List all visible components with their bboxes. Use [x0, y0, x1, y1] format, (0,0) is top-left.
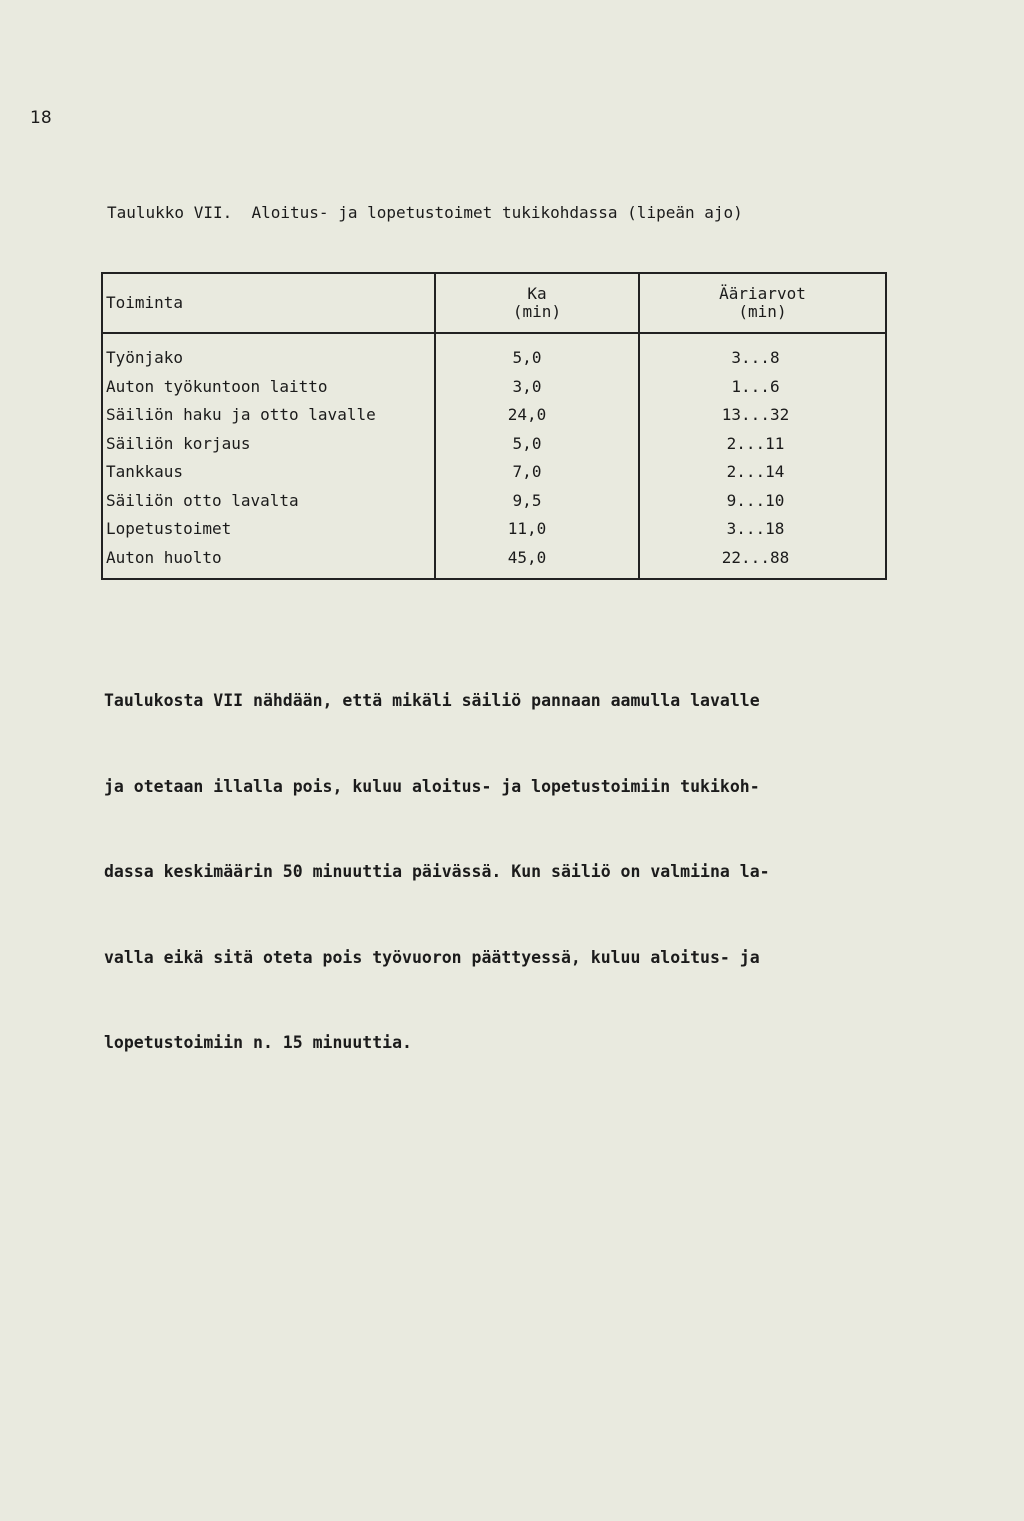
cell-ka: 24,0: [435, 401, 639, 430]
cell-range: 2...11: [639, 430, 886, 459]
table-row: [102, 458, 886, 487]
cell-range: 22...88: [639, 544, 886, 580]
cell-ka: 3,0: [435, 373, 639, 402]
cell-ka: 45,0: [435, 544, 639, 580]
cell-ka: 9,5: [435, 487, 639, 516]
cell-range: 3...18: [639, 515, 886, 544]
page-number: 18: [30, 108, 52, 128]
table-row: [102, 401, 886, 430]
table-caption: Taulukko VII. Aloitus- ja lopetustoimet tukikohdassa (lipeän ajo): [107, 203, 743, 222]
cell-toiminta: Työnjako: [106, 348, 184, 368]
cell-ka: 5,0: [435, 333, 639, 373]
table-header-row: [102, 273, 886, 333]
paragraph-line: dassa keskimäärin 50 minuuttia päivässä. Kun säiliö on valmiina la-: [104, 862, 770, 881]
header-ka-label: Ka: [527, 284, 547, 303]
cell-range: 1...6: [639, 373, 886, 402]
paragraph-line: valla eikä sitä oteta pois työvuoron päättyessä, kuluu aloitus- ja: [104, 947, 760, 967]
cell-toiminta: Lopetustoimet: [106, 519, 232, 539]
cell-toiminta: Säiliön haku ja otto lavalle: [106, 405, 376, 425]
paragraph-line: Taulukosta VII nähdään, että mikäli säiliö pannaan aamulla lavalle: [104, 691, 760, 710]
header-toiminta: Toiminta: [102, 273, 435, 333]
paragraph-line: ja otetaan illalla pois, kuluu aloitus- ja lopetustoimiin tukikoh-: [104, 776, 760, 796]
cell-toiminta: Säiliön korjaus: [106, 433, 251, 453]
cell-ka: 11,0: [435, 515, 639, 544]
cell-range: 9...10: [639, 487, 886, 516]
header-aariarvot: [639, 273, 886, 333]
table-row: [102, 373, 886, 402]
body-paragraph: [104, 630, 904, 1086]
cell-ka: 5,0: [435, 430, 639, 459]
cell-range: 3...8: [639, 333, 886, 373]
cell-ka: 7,0: [435, 458, 639, 487]
table-row: [102, 515, 886, 544]
cell-toiminta: Auton työkuntoon laitto: [106, 376, 328, 396]
cell-toiminta: Säiliön otto lavalta: [106, 490, 299, 510]
table-row: [102, 430, 886, 459]
header-ka-unit: (min): [512, 302, 562, 321]
cell-toiminta: Auton huolto: [106, 547, 222, 567]
table-row: [102, 544, 886, 580]
cell-range: 13...32: [639, 401, 886, 430]
paragraph-line: lopetustoimiin n. 15 minuuttia.: [104, 1033, 412, 1052]
header-aariarvot-label: Ääriarvot: [719, 284, 806, 303]
header-ka: [435, 273, 639, 333]
header-aariarvot-unit: (min): [738, 302, 787, 321]
cell-toiminta: Tankkaus: [106, 462, 184, 482]
table-row: [102, 333, 886, 373]
cell-range: 2...14: [639, 458, 886, 487]
data-table: [101, 272, 887, 580]
table-row: [102, 487, 886, 516]
